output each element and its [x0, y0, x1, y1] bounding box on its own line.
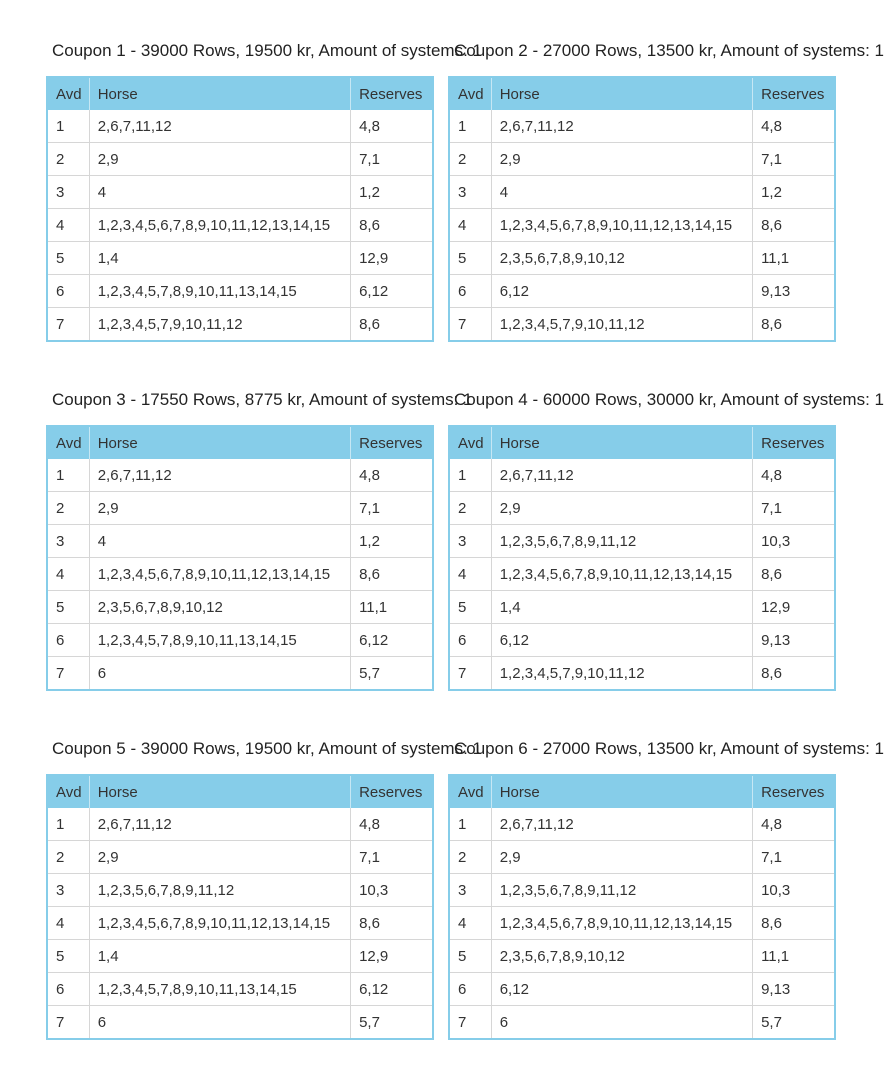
reserves-cell: 1,2: [351, 525, 433, 558]
table-row: [47, 841, 433, 874]
horse-cell: 2,9: [491, 143, 752, 176]
reserves-cell: 4,8: [761, 117, 782, 135]
table-header-row: [449, 77, 835, 110]
horse-cell: 1,2,3,4,5,7,8,9,10,11,13,14,15: [89, 275, 350, 308]
reserves-cell: 5,7: [351, 1006, 433, 1040]
avd-cell: 4: [449, 558, 491, 591]
reserves-cell: 7,1: [351, 841, 433, 874]
table-header-row: [47, 775, 433, 808]
avd-cell: 6: [47, 624, 89, 657]
table-row: [47, 874, 433, 907]
table-row: [449, 940, 835, 973]
horse-cell: 1,2,3,4,5,7,9,10,11,12: [89, 308, 350, 342]
avd-cell: 6: [47, 973, 89, 1006]
horse-cell: 2,6,7,11,12: [491, 110, 752, 143]
horse-cell: 1,2,3,4,5,6,7,8,9,10,11,12,13,14,15: [89, 558, 350, 591]
column-header-horse: Horse: [491, 77, 752, 110]
avd-cell: 7: [449, 308, 491, 342]
horse-cell: 6,12: [491, 275, 752, 308]
avd-cell: 7: [449, 657, 491, 691]
horse-cell: 2,9: [89, 841, 350, 874]
coupon-table: [448, 774, 836, 1040]
avd-cell: 2: [449, 492, 491, 525]
table-row: [449, 591, 835, 624]
reserves-cell: 4,8: [761, 466, 782, 484]
horse-cell: 6: [491, 1006, 752, 1040]
avd-cell: 2: [47, 492, 89, 525]
coupon-title: Coupon 6 - 27000 Rows, 13500 kr, Amount of systems: 1: [454, 739, 884, 758]
column-header-avd: Avd: [47, 775, 89, 808]
horse-cell: 2,3,5,6,7,8,9,10,12: [491, 940, 752, 973]
table-header-row: [47, 426, 433, 459]
reserves-cell: 1,2: [753, 176, 835, 209]
horse-cell: 1,2,3,5,6,7,8,9,11,12: [89, 874, 350, 907]
reserves-cell: 6,12: [351, 624, 433, 657]
column-header-horse: Horse: [491, 775, 752, 808]
reserves-cell: 7,1: [351, 492, 433, 525]
avd-cell: 4: [47, 209, 89, 242]
avd-cell: 5: [47, 940, 89, 973]
horse-cell: 1,2,3,4,5,6,7,8,9,10,11,12,13,14,15: [491, 907, 752, 940]
coupon-table: [46, 425, 434, 691]
horse-cell: 1,4: [491, 591, 752, 624]
table-row: [47, 242, 433, 275]
table-row: [47, 940, 433, 973]
reserves-cell: 8,6: [753, 558, 835, 591]
avd-cell: 6: [47, 275, 89, 308]
horse-cell: 6: [89, 657, 350, 691]
reserves-cell: 4,8: [359, 466, 380, 484]
table-row: [449, 558, 835, 591]
coupon-table: [46, 76, 434, 342]
horse-cell: 1,2,3,4,5,7,8,9,10,11,13,14,15: [89, 973, 350, 1006]
table-header-row: [449, 775, 835, 808]
avd-cell: 3: [449, 525, 491, 558]
column-header-avd: Avd: [449, 426, 491, 459]
column-header-horse: Horse: [491, 426, 752, 459]
horse-cell: 1,2,3,4,5,6,7,8,9,10,11,12,13,14,15: [89, 209, 350, 242]
horse-cell: 2,6,7,11,12: [491, 459, 752, 492]
table-header-row: [449, 426, 835, 459]
horse-cell: 1,4: [89, 940, 350, 973]
table-header-row: [47, 77, 433, 110]
avd-cell: 1: [449, 110, 491, 143]
column-header-avd: Avd: [449, 77, 491, 110]
reserves-cell: 11,1: [753, 940, 835, 973]
reserves-cell: 8,6: [351, 308, 433, 342]
horse-cell: 2,3,5,6,7,8,9,10,12: [491, 242, 752, 275]
table-row: [47, 907, 433, 940]
table-row: [47, 275, 433, 308]
column-header-reserves: Reserves: [753, 77, 835, 110]
horse-cell: 6,12: [491, 973, 752, 1006]
table-row: [47, 525, 433, 558]
table-row: [47, 973, 433, 1006]
reserves-cell: 10,3: [753, 874, 835, 907]
column-header-reserves: Reserves: [351, 77, 433, 110]
avd-cell: 2: [449, 143, 491, 176]
reserves-cell: 5,7: [351, 657, 433, 691]
avd-cell: 3: [47, 176, 89, 209]
horse-cell: 2,6,7,11,12: [89, 808, 350, 841]
reserves-cell: 11,1: [753, 242, 835, 275]
coupon-table: [448, 425, 836, 691]
table-row: [47, 209, 433, 242]
table-row: [449, 973, 835, 1006]
coupon-title: Coupon 2 - 27000 Rows, 13500 kr, Amount of systems: 1: [454, 41, 884, 60]
column-header-reserves: Reserves: [753, 426, 835, 459]
reserves-cell: 12,9: [351, 940, 433, 973]
table-row: [449, 1006, 835, 1040]
column-header-reserves: Reserves: [753, 775, 835, 808]
avd-cell: 1: [449, 459, 491, 492]
coupon-table: [46, 774, 434, 1040]
horse-cell: 6: [89, 1006, 350, 1040]
avd-cell: 1: [47, 459, 89, 492]
avd-cell: 2: [47, 143, 89, 176]
horse-cell: 2,9: [491, 492, 752, 525]
horse-cell: 4: [491, 176, 752, 209]
table-row: [449, 209, 835, 242]
avd-cell: 5: [449, 940, 491, 973]
avd-cell: 1: [47, 808, 89, 841]
reserves-cell: 5,7: [753, 1006, 835, 1040]
table-row: [47, 110, 433, 143]
avd-cell: 4: [47, 907, 89, 940]
horse-cell: 1,2,3,5,6,7,8,9,11,12: [491, 525, 752, 558]
reserves-cell: 8,6: [351, 209, 433, 242]
coupon-title: Coupon 1 - 39000 Rows, 19500 kr, Amount of systems: 1: [52, 41, 482, 60]
table-row: [449, 841, 835, 874]
column-header-horse: Horse: [89, 77, 350, 110]
reserves-cell: 8,6: [351, 558, 433, 591]
reserves-cell: 9,13: [753, 624, 835, 657]
reserves-cell: 11,1: [351, 591, 433, 624]
reserves-cell: 7,1: [351, 143, 433, 176]
table-row: [47, 624, 433, 657]
table-row: [47, 459, 433, 492]
reserves-cell: 10,3: [753, 525, 835, 558]
reserves-cell: 7,1: [753, 492, 835, 525]
horse-cell: 4: [89, 176, 350, 209]
table-row: [47, 591, 433, 624]
horse-cell: 2,6,7,11,12: [89, 110, 350, 143]
avd-cell: 6: [449, 275, 491, 308]
table-row: [449, 143, 835, 176]
table-row: [47, 308, 433, 342]
avd-cell: 7: [449, 1006, 491, 1040]
avd-cell: 4: [47, 558, 89, 591]
table-row: [449, 308, 835, 342]
reserves-cell: 12,9: [753, 591, 835, 624]
table-row: [449, 459, 835, 492]
horse-cell: 1,2,3,4,5,6,7,8,9,10,11,12,13,14,15: [89, 907, 350, 940]
table-row: [449, 874, 835, 907]
coupon-table: [448, 76, 836, 342]
avd-cell: 6: [449, 624, 491, 657]
column-header-avd: Avd: [47, 426, 89, 459]
column-header-reserves: Reserves: [351, 775, 433, 808]
horse-cell: 1,2,3,4,5,6,7,8,9,10,11,12,13,14,15: [491, 558, 752, 591]
column-header-horse: Horse: [89, 426, 350, 459]
avd-cell: 2: [449, 841, 491, 874]
table-row: [449, 624, 835, 657]
horse-cell: 1,2,3,4,5,7,8,9,10,11,13,14,15: [89, 624, 350, 657]
avd-cell: 3: [47, 525, 89, 558]
avd-cell: 5: [47, 591, 89, 624]
avd-cell: 2: [47, 841, 89, 874]
reserves-cell: 4,8: [359, 815, 380, 833]
horse-cell: 1,2,3,4,5,7,9,10,11,12: [491, 308, 752, 342]
avd-cell: 3: [449, 176, 491, 209]
horse-cell: 2,9: [491, 841, 752, 874]
reserves-cell: 4,8: [761, 815, 782, 833]
table-row: [449, 492, 835, 525]
reserves-cell: 8,6: [753, 209, 835, 242]
table-row: [47, 657, 433, 691]
coupon-title: Coupon 4 - 60000 Rows, 30000 kr, Amount of systems: 1: [454, 390, 884, 409]
column-header-horse: Horse: [89, 775, 350, 808]
avd-cell: 3: [449, 874, 491, 907]
reserves-cell: 10,3: [351, 874, 433, 907]
reserves-cell: 8,6: [753, 308, 835, 342]
avd-cell: 3: [47, 874, 89, 907]
avd-cell: 7: [47, 308, 89, 342]
horse-cell: 1,4: [89, 242, 350, 275]
horse-cell: 1,2,3,4,5,6,7,8,9,10,11,12,13,14,15: [491, 209, 752, 242]
avd-cell: 5: [449, 591, 491, 624]
table-row: [449, 176, 835, 209]
avd-cell: 6: [449, 973, 491, 1006]
avd-cell: 7: [47, 657, 89, 691]
reserves-cell: 6,12: [351, 275, 433, 308]
reserves-cell: 6,12: [351, 973, 433, 1006]
column-header-avd: Avd: [449, 775, 491, 808]
horse-cell: 2,6,7,11,12: [491, 808, 752, 841]
horse-cell: 4: [89, 525, 350, 558]
reserves-cell: 7,1: [753, 841, 835, 874]
table-row: [47, 808, 433, 841]
avd-cell: 4: [449, 907, 491, 940]
table-row: [449, 242, 835, 275]
table-row: [47, 492, 433, 525]
table-row: [449, 275, 835, 308]
horse-cell: 2,6,7,11,12: [89, 459, 350, 492]
horse-cell: 2,3,5,6,7,8,9,10,12: [89, 591, 350, 624]
table-row: [449, 808, 835, 841]
reserves-cell: 8,6: [351, 907, 433, 940]
column-header-avd: Avd: [47, 77, 89, 110]
table-row: [449, 110, 835, 143]
avd-cell: 5: [449, 242, 491, 275]
table-row: [47, 1006, 433, 1040]
reserves-cell: 12,9: [351, 242, 433, 275]
reserves-cell: 8,6: [753, 657, 835, 691]
avd-cell: 1: [449, 808, 491, 841]
table-row: [449, 907, 835, 940]
table-row: [47, 176, 433, 209]
reserves-cell: 8,6: [753, 907, 835, 940]
reserves-cell: 1,2: [351, 176, 433, 209]
table-row: [47, 558, 433, 591]
horse-cell: 1,2,3,5,6,7,8,9,11,12: [491, 874, 752, 907]
table-row: [449, 525, 835, 558]
reserves-cell: 9,13: [753, 973, 835, 1006]
column-header-reserves: Reserves: [351, 426, 433, 459]
reserves-cell: 7,1: [753, 143, 835, 176]
coupon-title: Coupon 3 - 17550 Rows, 8775 kr, Amount of systems: 1: [52, 390, 473, 409]
horse-cell: 2,9: [89, 492, 350, 525]
avd-cell: 7: [47, 1006, 89, 1040]
avd-cell: 1: [47, 110, 89, 143]
table-row: [47, 143, 433, 176]
horse-cell: 2,9: [89, 143, 350, 176]
reserves-cell: 9,13: [753, 275, 835, 308]
coupon-title: Coupon 5 - 39000 Rows, 19500 kr, Amount of systems: 1: [52, 739, 482, 758]
horse-cell: 6,12: [491, 624, 752, 657]
avd-cell: 4: [449, 209, 491, 242]
table-row: [449, 657, 835, 691]
avd-cell: 5: [47, 242, 89, 275]
horse-cell: 1,2,3,4,5,7,9,10,11,12: [491, 657, 752, 691]
reserves-cell: 4,8: [359, 117, 380, 135]
